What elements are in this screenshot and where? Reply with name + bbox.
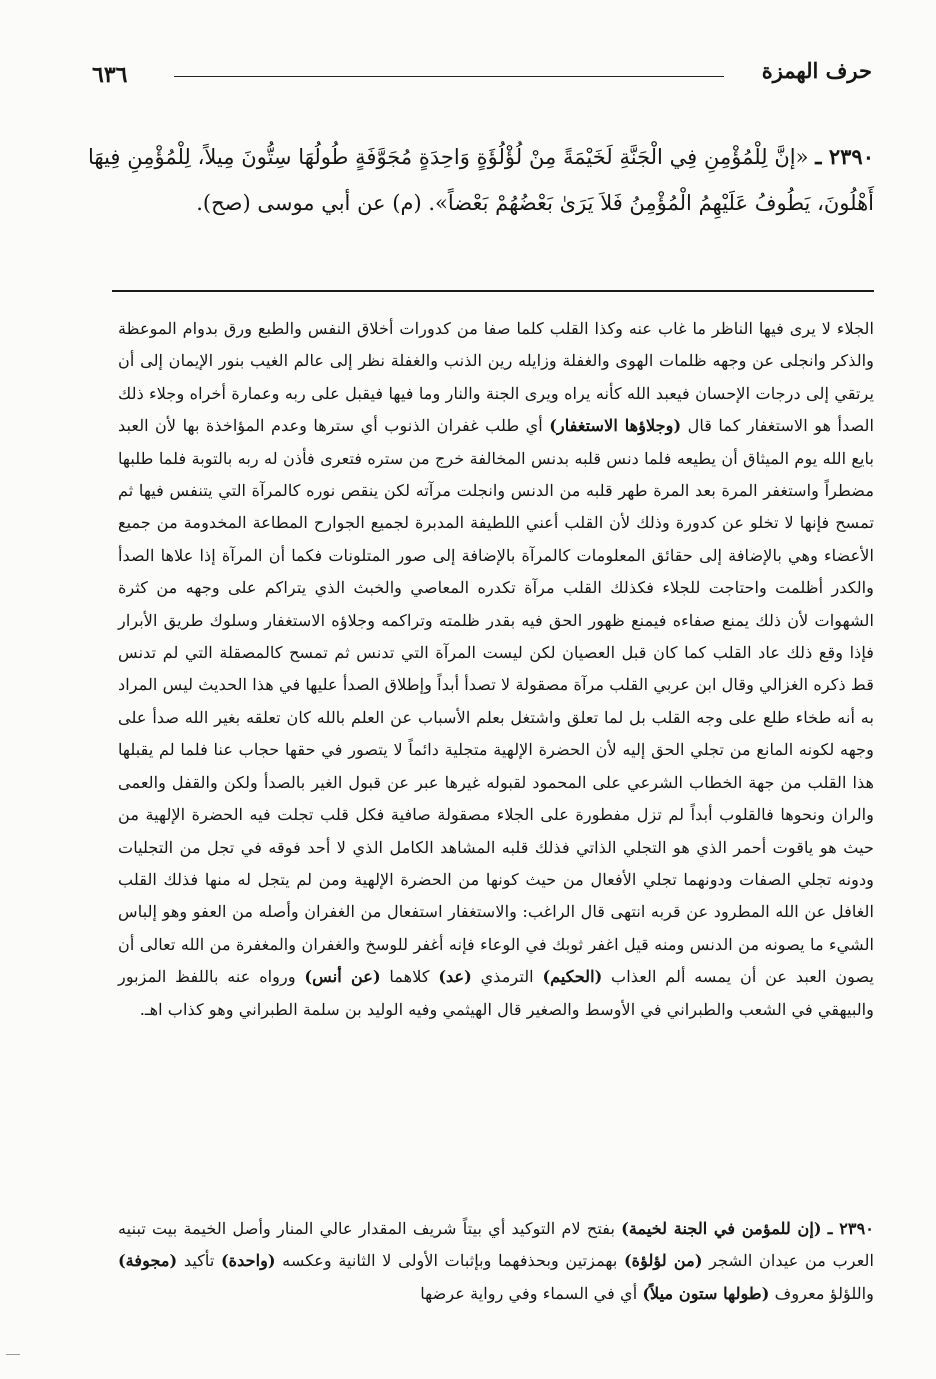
commentary-text: أي في السماء وفي رواية عرضها bbox=[420, 1283, 643, 1303]
commentary-text: أي طلب غفران الذنوب أي سترها وعدم المؤاخذة بها لأن العبد بايع الله يوم الميثاق أن يطيعه فلما دنس قلبه بدنس المخالفة خرج من ستره فتعرى فأذن له ربه بالتوبة فلما طلبها مضطراً واستغفر المرة بعد المرة طهر قلبه من الدنس وانجلت مرآته لكن ينقص نوره كالمرآة التي يتنفس فيها ثم تمسح فإنها لا تخلو عن كدورة وذلك لأن القلب أعني اللطيفة المدبرة لجميع الجوارح المطاعة المخدومة من جميع الأعضاء وهي بالإضافة إلى حقائق المعلومات كالمرآة بالإضافة إلى صور المتلونات فكما أن المرآة إذا علاها الصدأ والكدر أظلمت واحتاجت للجلاء فكذلك القلب مرآة تكدره المعاصي والخبث الذي يتراكم على وجهه من كثرة الشهوات لأن ذلك يمنع صفاءه فيمنع ظهور الحق فيه بقدر ظلمته وتراكمه وجلاؤه الاستغفار وسلوك طريق الأبرار فإذا وقع ذلك عاد القلب كما كان قبل العصيان لكن ليست المرآة التي تدنس ثم تمسح كالمصقلة التي لم تدنس قط ذكره الغزالي وقال ابن عربي القلب مرآة مصقولة لا تصدأ أبداً وإطلاق الصدأ عليها في هذا الحديث ليس المراد به أنه طخاء طلع على وجه القلب بل لما تعلق واشتغل بعلم الأسباب عن العلم بالله كان تعلقه بغير الله صدأ على وجهه لكونه المانع من تجلي الحق إليه لأن الحضرة الإلهية متجلية دائماً لا يتصور في حقها حجاب عنا فلما لم يقبلها هذا القلب من جهة الخطاب الشرعي على المحمود لقبوله غيرها عبر عن قبول الغير بالصدأ ولكن والقفل والعمى والران ونحوها فالقلوب أبداً لم تزل مفطورة على الجلاء مصقولة صافية فكل قلب تجلت فيه الحضرة الإلهية من حيث هو ياقوت أحمر الذي هو التجلي الذاتي فذلك قلبه المشاهد الكامل الذي لا أحد فوقه في تجل من التجليات ودونه تجلي الصفات ودونهما تجلي الأفعال من حيث كونها من الحضرة الإلهية ومن لم يتجل له منها فذلك القلب الغافل عن الله المطرود عن قربه انتهى قال الراغب: والاستغفار استفعال من الغفران وأصله من العفو وهو إلباس الشيء ما يصونه من الدنس ومنه قيل اغفر ثوبك في الوعاء فإنه أغفر للوسخ والغفران والمغفرة من الله تعالى أن يصون العبد عن أن يمسه ألم العذاب bbox=[118, 416, 875, 987]
commentary-bold-term: (من لؤلؤة) bbox=[624, 1251, 703, 1271]
hadith-source: (م) عن أبي موسى (صح). bbox=[196, 191, 422, 215]
commentary-text: كلاهما bbox=[380, 967, 439, 987]
hadith-quote: «إنَّ لِلْمُؤْمِنِ فِي الْجَنَّةِ لَخَيْمَةً مِنْ لُؤْلُؤَةٍ وَاحِدَةٍ مُجَوَّفَةٍ طُولُهَا سِتُّونَ مِيلاً، لِلْمُؤْمِنِ فِيهَا أَهْلُونَ، يَطُوفُ عَلَيْهِمُ الْمُؤْمِنُ فَلاَ يَرَىٰ بَعْضُهُمْ بَعْضاً». bbox=[88, 145, 874, 215]
commentary-text: بهمزتين وبحذفهما وبإثبات الأولى لا الثانية وعكسه bbox=[275, 1251, 624, 1271]
commentary-paragraph-2 bbox=[118, 1213, 874, 1310]
commentary-bold-term: (عد) bbox=[438, 967, 472, 987]
commentary-bold-term: (مجوفة) bbox=[118, 1251, 178, 1271]
paragraph-number: ٢٣٩٠ ـ bbox=[827, 1219, 874, 1238]
header-rule bbox=[174, 76, 724, 77]
chapter-title: حرف الهمزة bbox=[761, 58, 872, 83]
hadith-number: ٢٣٩٠ ـ bbox=[815, 144, 874, 169]
commentary-text: الترمذي bbox=[471, 967, 543, 987]
page-header bbox=[92, 58, 872, 94]
commentary-bold-term: (عن أنس) bbox=[304, 967, 381, 987]
commentary-bold-term: (طولها ستون ميلاً) bbox=[642, 1283, 770, 1303]
commentary-text: ورواه عنه باللفظ المزبور والبيهقي في الشعب والطبراني في الأوسط والصغير قال الهيثمي وفيه الوليد بن سلمة الطبراني وهو كذاب اهـ. bbox=[118, 967, 874, 1019]
commentary-text: بفتح لام التوكيد أي بيتاً شريف المقدار عالي المنار وأصل الخيمة بيت تبنيه العرب من عيدان الشجر bbox=[118, 1219, 874, 1271]
commentary-bold-term: (واحدة) bbox=[220, 1251, 276, 1271]
commentary-bold-term: (الحكيم) bbox=[542, 967, 603, 987]
commentary-text: تأكيد bbox=[177, 1251, 221, 1271]
margin-mark bbox=[6, 1354, 20, 1355]
commentary-bold-term: (وجلاؤها الاستغفار) bbox=[549, 416, 682, 436]
hadith-text bbox=[88, 134, 874, 226]
commentary-text: الجلاء لا يرى فيها الناظر ما غاب عنه وكذا القلب كلما صفا من كدورات أخلاق النفس والطبع ورق بدوام الموعظة والذكر وانجلى عن وجهه ظلمات الهوى والغفلة وزايله رين الذنب والغفلة نظر إلى عالم الغيب بنور الإيمان إلى أن يرتقي إلى درجات الإحسان فيعبد الله كأنه يراه ويرى الجنة والنار وما فيها فيقبل على ربه وعمارة أخراه وجلاء ذلك الصدأ هو الاستغفار كما قال bbox=[118, 319, 874, 436]
commentary-text: واللؤلؤ معروف bbox=[769, 1283, 874, 1303]
page-number: ٦٣٦ bbox=[92, 62, 128, 88]
commentary-bold-term: (إن للمؤمن في الجنة لخيمة) bbox=[621, 1219, 822, 1238]
footnote-divider bbox=[112, 290, 874, 292]
commentary-paragraph bbox=[118, 313, 874, 1026]
